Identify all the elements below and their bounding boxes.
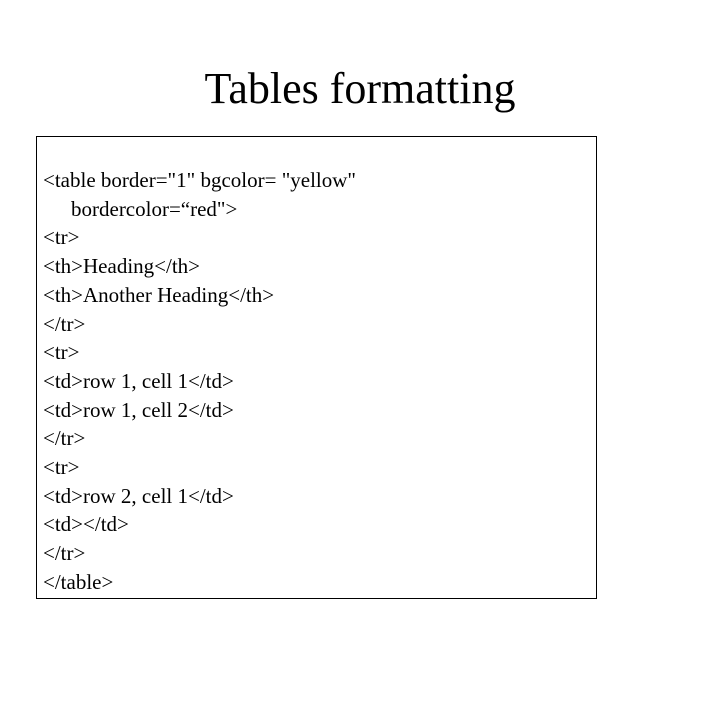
code-line: </tr> bbox=[43, 541, 86, 566]
code-example-box bbox=[36, 136, 597, 599]
code-line: </table> bbox=[43, 569, 114, 594]
code-line: <th>Another Heading</th> bbox=[43, 282, 275, 307]
code-lines bbox=[43, 166, 356, 597]
code-line: <td>row 2, cell 1</td> bbox=[43, 483, 234, 508]
slide-title: Tables formatting bbox=[204, 64, 516, 113]
code-line: <th>Heading</th> bbox=[43, 254, 201, 279]
code-line: <td></td> bbox=[43, 512, 129, 537]
code-line: </tr> bbox=[43, 426, 86, 451]
code-line: <td>row 1, cell 2</td> bbox=[43, 397, 234, 422]
code-line: <td>row 1, cell 1</td> bbox=[43, 368, 234, 393]
code-line: <tr> bbox=[43, 455, 80, 480]
code-line: <table border="1" bgcolor= "yellow" bbox=[43, 168, 356, 192]
code-line: bordercolor=“red"> bbox=[71, 196, 238, 221]
code-line: <tr> bbox=[43, 340, 80, 365]
code-line: <tr> bbox=[43, 225, 80, 250]
code-line: </tr> bbox=[43, 311, 86, 336]
